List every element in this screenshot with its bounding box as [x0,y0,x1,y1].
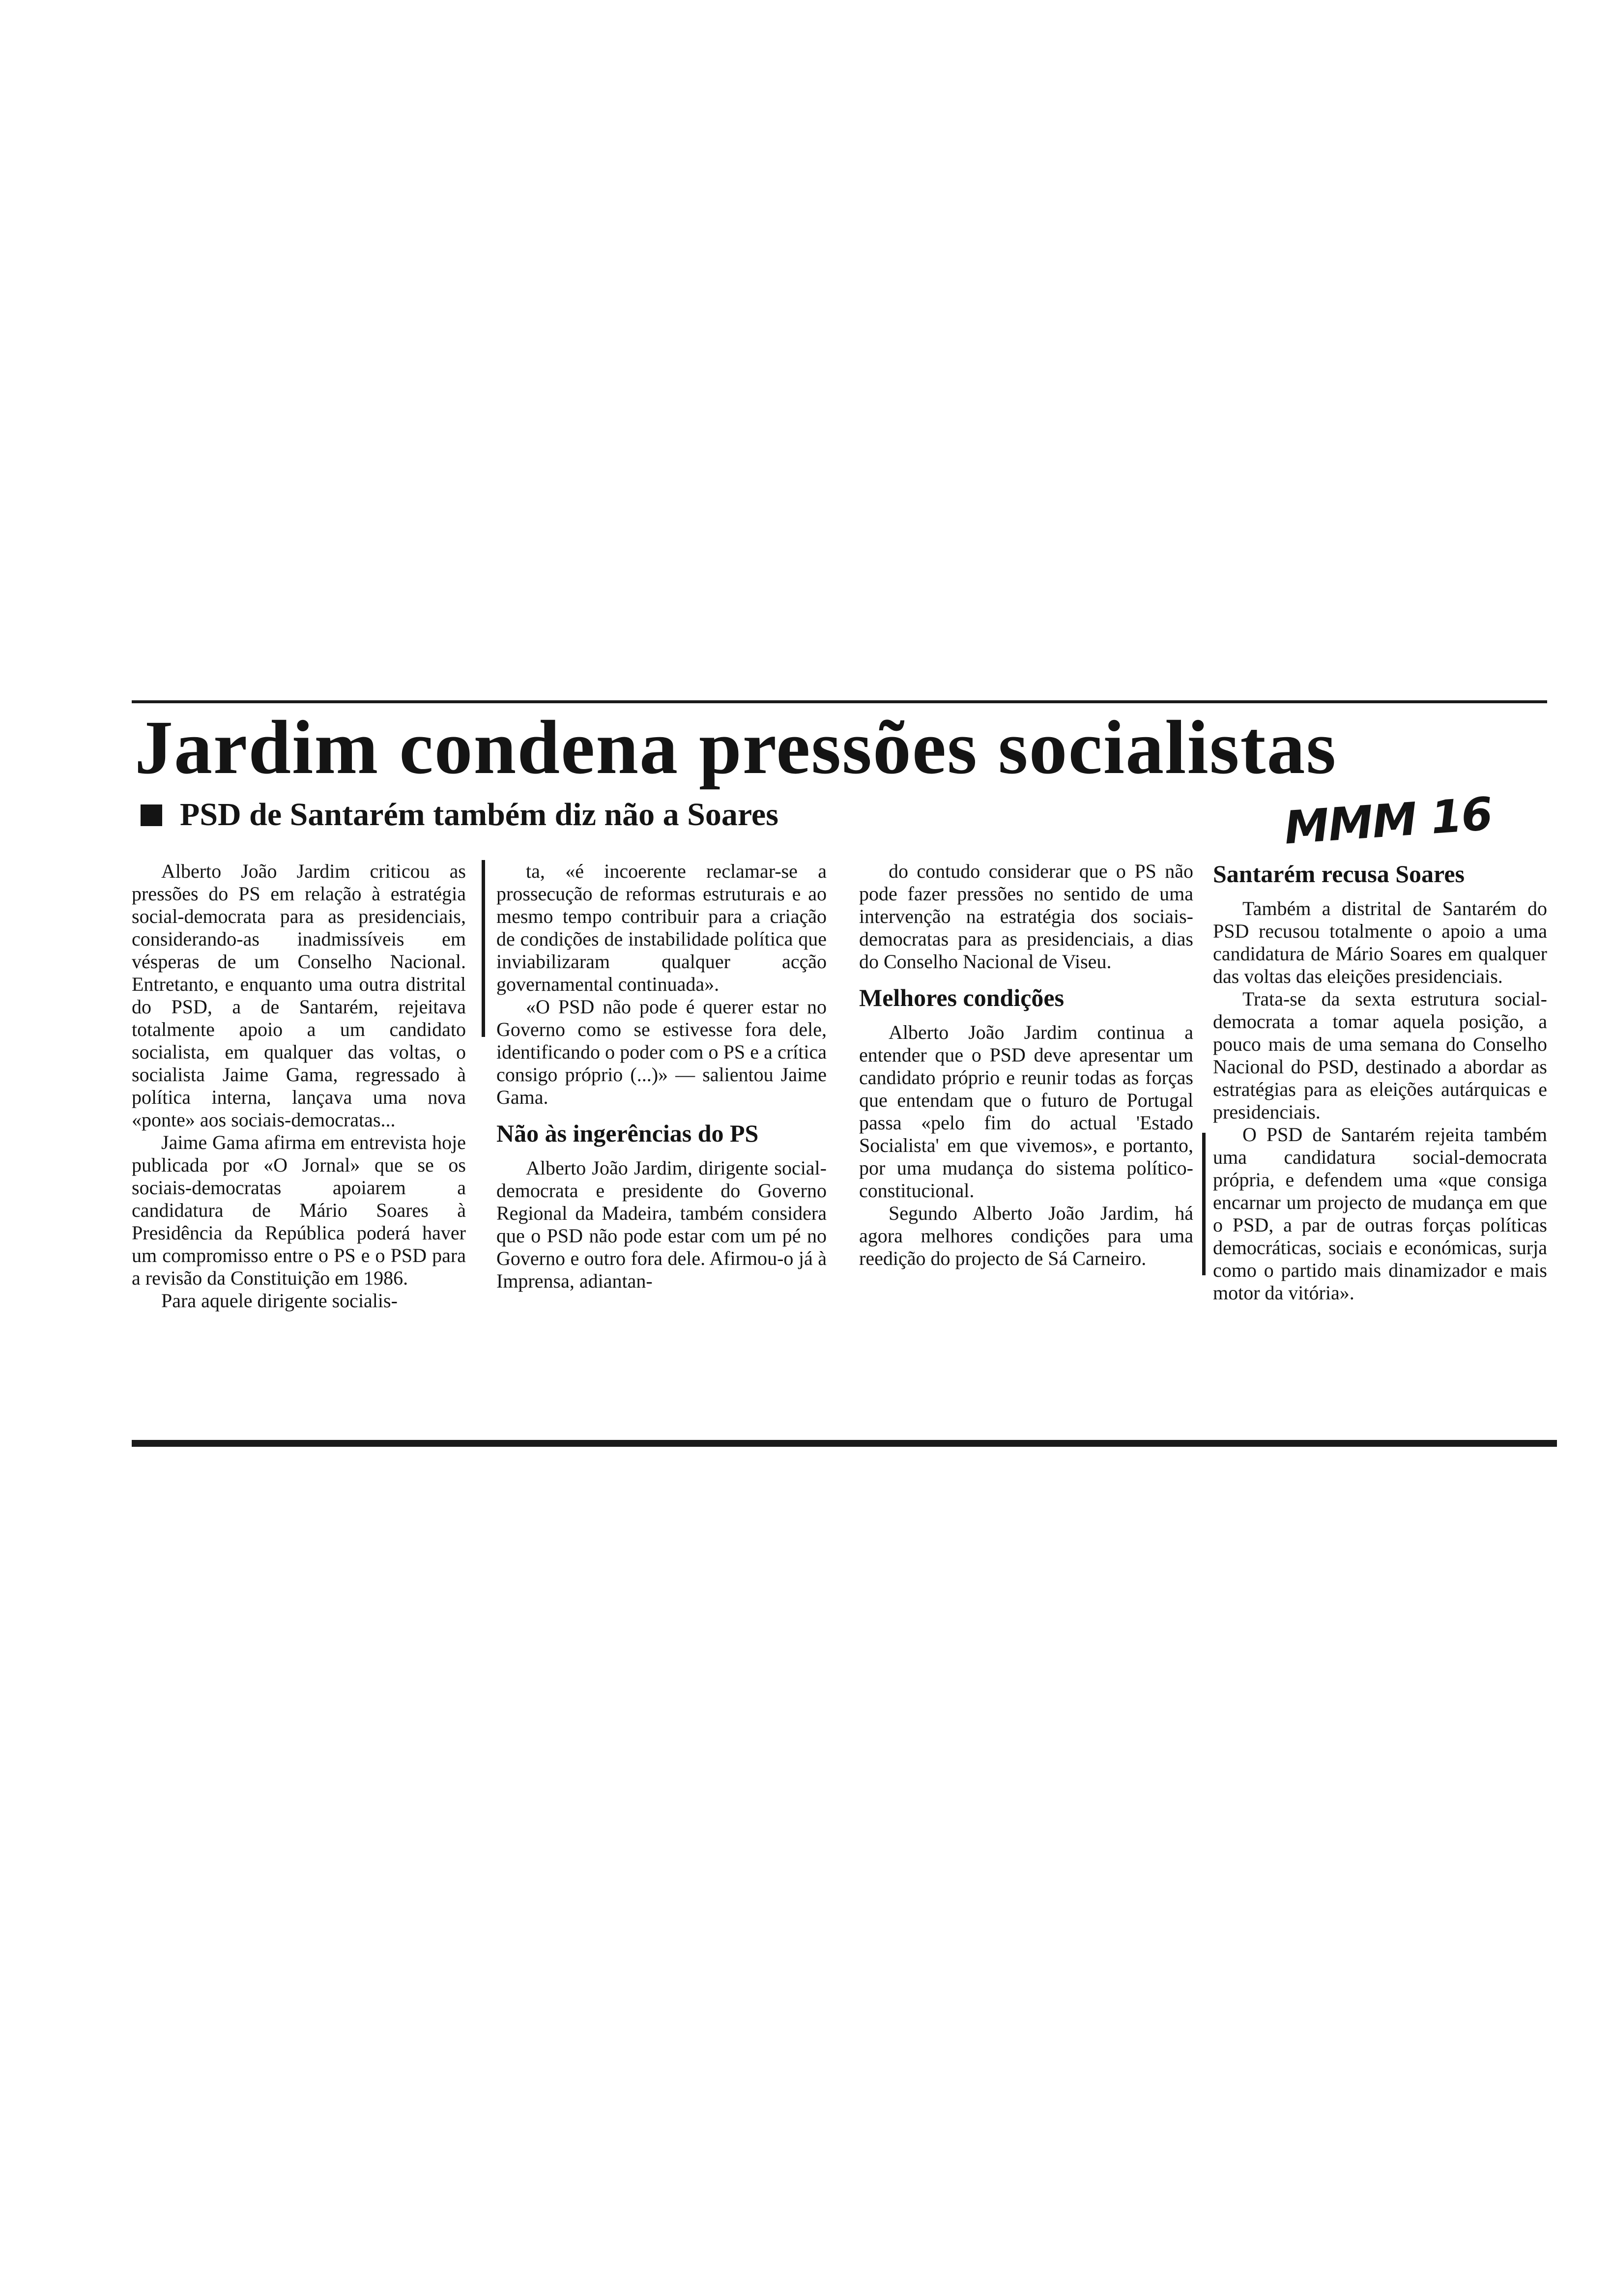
article-paragraph: Também a distrital de Santarém do PSD recusou totalmente o apoio a uma candidatura de Mário Soares em qualquer das voltas das eleições presidenciais. [1213,897,1547,987]
section-heading: Melhores condições [859,984,1065,1011]
article-paragraph: Alberto João Jardim criticou as pressões do PS em relação à estratégia social-democrata para as presidenciais, considerando-as inadmissíveis em vésperas de um Conselho Nacional. Entretanto, e enquanto uma outra distrital do PSD, a de Santarém, rejeitava totalmente apoio a um candidato socialista, em qualquer das voltas, o socialista Jaime Gama, regressado à política interna, lançava uma nova «ponte» aos sociais-democratas... [132,860,466,1131]
column-rule-left [482,860,485,1037]
article-column-3 [859,860,1193,1270]
handwritten-annotation: MMM 16 [1282,787,1494,855]
article-paragraph: Segundo Alberto João Jardim, há agora melhores condições para uma reedição do projecto de Sá Carneiro. [859,1202,1193,1269]
section-heading: Não às ingerências do PS [496,1119,759,1147]
article-paragraph: O PSD de Santarém rejeita também uma candidatura social-democrata própria, e defendem uma «que consiga encarnar um projecto de mudança em que o PSD, a par de outras forças políticas democráticas, sociais e económicas, surja como o partido mais dinamizador e mais motor da vitória». [1213,1123,1547,1304]
bottom-rule [132,1440,1557,1447]
top-rule [132,700,1547,703]
subheadline-text: PSD de Santarém também diz não a Soares [180,797,778,832]
subheadline [141,799,778,831]
article-column-2 [496,860,827,1292]
newspaper-clipping [132,700,1557,1472]
article-paragraph: do contudo considerar que o PS não pode fazer pressões no sentido de uma intervenção na estratégia dos sociais-democratas para as presidenciais, a dias do Conselho Nacional de Viseu. [859,860,1193,973]
article-paragraph: ta, «é incoerente reclamar-se a prossecução de reformas estruturais e ao mesmo tempo contribuir para a criação de condições de instabilidade política que inviabilizaram qualquer acção governamental continuada». [496,860,827,995]
article-column-4 [1213,860,1547,1304]
article-paragraph: Alberto João Jardim continua a entender que o PSD deve apresentar um candidato próprio e reunir todas as forças que entendam que o futuro de Portugal passa «pelo fim do actual 'Estado Socialista' em que vivemos», e portanto, por uma mudança do sistema político-constitucional. [859,1021,1193,1202]
article-column-1 [132,860,466,1312]
article-paragraph: «O PSD não pode é querer estar no Governo como se estivesse fora dele, identificando o poder com o PS e a crítica consigo próprio (...)» — salientou Jaime Gama. [496,996,827,1108]
section-heading: Santarém recusa Soares [1213,860,1465,888]
square-bullet-icon [141,804,162,826]
headline: Jardim condena pressões socialistas [135,705,1337,790]
article-paragraph: Alberto João Jardim, dirigente social-democrata e presidente do Governo Regional da Madeira, também considera que o PSD não pode estar com um pé no Governo e outro fora dele. Afirmou-o já à Imprensa, adiantan- [496,1157,827,1292]
column-rule-right [1202,1133,1206,1275]
article-paragraph: Jaime Gama afirma em entrevista hoje publicada por «O Jornal» que se os sociais-democratas apoiarem a candidatura de Mário Soares à Presidência da República poderá haver um compromisso entre o PS e o PSD para a revisão da Constituição em 1986. [132,1131,466,1289]
article-paragraph: Trata-se da sexta estrutura social-democrata a tomar aquela posição, a pouco mais de uma semana do Conselho Nacional do PSD, destinado a abordar as estratégias para as eleições autárquicas e presidenciais. [1213,988,1547,1123]
article-paragraph: Para aquele dirigente socialis- [161,1290,398,1312]
